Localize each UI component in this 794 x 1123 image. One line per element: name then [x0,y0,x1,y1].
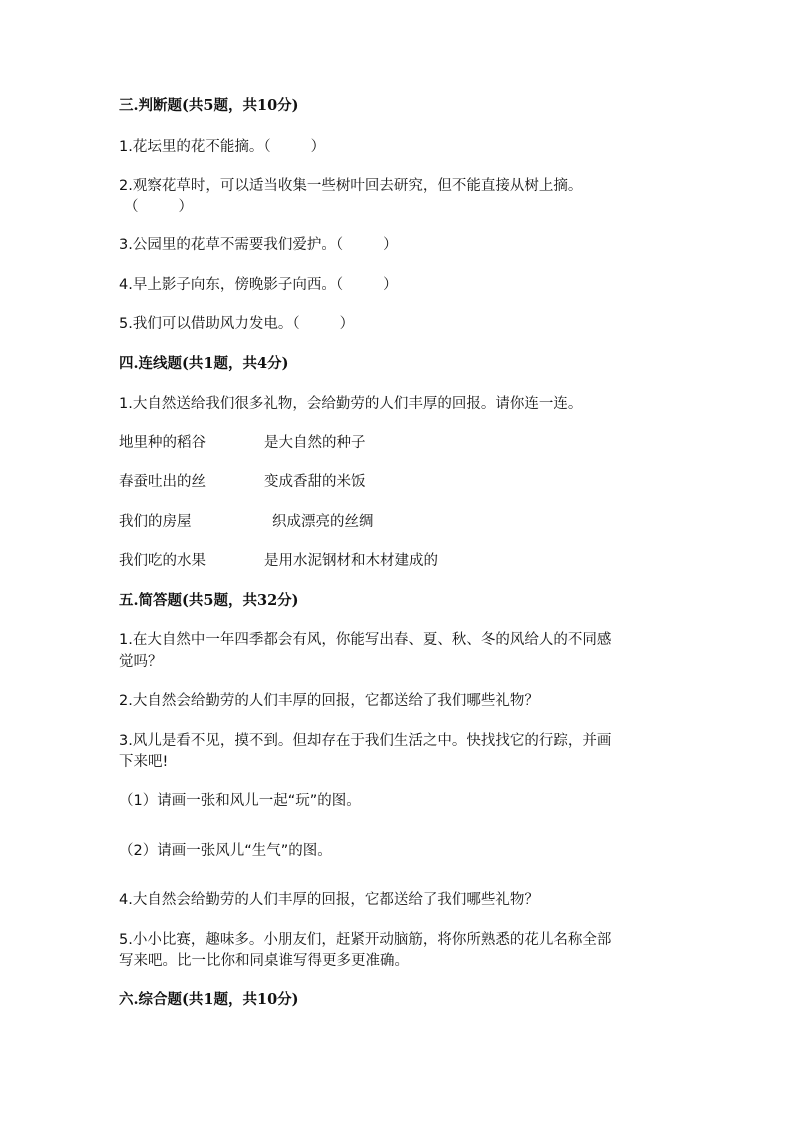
question-5-1-line-1: 1.在大自然中一年四季都会有风，你能写出春、夏、秋、冬的风给人的不同感 [119,632,612,648]
question-3-1 [119,137,325,157]
paren-close: ） [310,139,326,155]
question-5-3-sub-1: （1）请画一张和风儿一起“玩”的图。 [119,793,361,809]
section-3-heading: 三.判断题(共5题，共10分) [119,97,299,114]
question-3-4 [119,275,398,295]
match-right-2[interactable]: 变成香甜的米饭 [264,474,366,490]
paren-close: ） [383,277,398,293]
question-5-4: 4.大自然会给勤劳的人们丰厚的回报，它都送给了我们哪些礼物？ [119,892,539,908]
question-text: 1.花坛里的花不能摘。（ [119,139,271,155]
paren-open: （ [124,199,139,215]
question-text: 4.早上影子向东，傍晚影子向西。（ [119,277,344,293]
question-5-1-line-2: 觉吗？ [119,654,163,670]
paren-close: ） [178,199,193,215]
match-right-4[interactable]: 是用水泥钢材和木材建成的 [264,553,438,569]
question-3-3 [119,235,398,255]
match-right-3[interactable]: 织成漂亮的丝绸 [272,514,374,530]
section-6-heading: 六.综合题(共1题，共10分) [119,991,299,1008]
match-left-2[interactable]: 春蚕吐出的丝 [119,474,206,490]
question-3-5 [119,314,354,334]
question-5-3-sub-2: （2）请画一张风儿“生气”的图。 [119,843,332,859]
question-5-2: 2.大自然会给勤劳的人们丰厚的回报，它都送给了我们哪些礼物？ [119,693,539,709]
match-left-4[interactable]: 我们吃的水果 [119,553,206,569]
question-5-5-line-2: 写来吧。比一比你和同桌谁写得更多更准确。 [119,953,409,969]
match-left-3[interactable]: 我们的房屋 [119,514,192,530]
question-5-3-line-2: 下来吧! [119,754,169,770]
question-3-2: 2.观察花草时，可以适当收集一些树叶回去研究，但不能直接从树上摘。 [119,178,583,194]
section-4-heading: 四.连线题(共1题，共4分) [119,355,289,372]
question-text: 5.我们可以借助风力发电。（ [119,316,300,332]
section-5-heading: 五.简答题(共5题，共32分) [119,592,299,609]
match-left-1[interactable]: 地里种的稻谷 [119,435,206,451]
match-right-1[interactable]: 是大自然的种子 [264,435,366,451]
paren-close: ） [339,316,355,332]
question-4-1: 1.大自然送给我们很多礼物，会给勤劳的人们丰厚的回报。请你连一连。 [119,396,583,412]
paren-close: ） [383,237,398,253]
question-5-5-line-1: 5.小小比赛，趣味多。小朋友们，赶紧开动脑筋，将你所熟悉的花儿名称全部 [119,932,612,948]
question-3-2-answer [124,197,193,217]
question-text: 3.公园里的花草不需要我们爱护。（ [119,237,344,253]
question-5-3-line-1: 3.风儿是看不见，摸不到。但却存在于我们生活之中。快找找它的行踪，并画 [119,733,612,749]
